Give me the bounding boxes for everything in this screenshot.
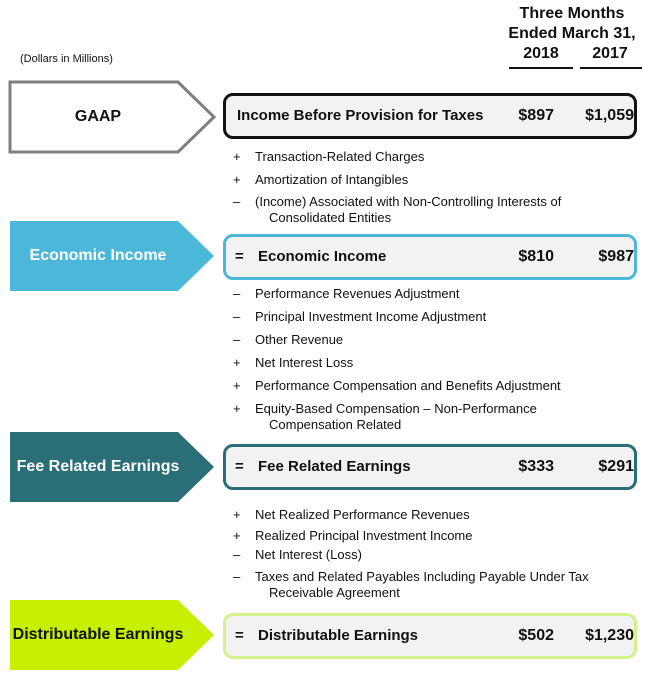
adjustment-text: Principal Investment Income Adjustment	[255, 309, 487, 324]
economic-income-value-2017: $987	[598, 248, 634, 265]
adjustment-text: Realized Principal Investment Income	[255, 528, 473, 543]
adjustment-sign: –	[233, 309, 241, 324]
adjustment-sign: –	[233, 547, 241, 562]
gaap-value-2018: $897	[518, 107, 554, 124]
equals-sign: =	[235, 458, 244, 475]
adjustment-text-continued: Compensation Related	[269, 417, 402, 432]
distributable-earnings-arrow-label: Distributable Earnings	[12, 626, 184, 643]
gaap-label: Income Before Provision for Taxes	[237, 107, 484, 124]
adjustment-item	[233, 569, 613, 601]
equals-sign: =	[235, 627, 244, 644]
adjustment-text: Net Interest Loss	[255, 355, 354, 370]
column-header-2017: 2017	[592, 45, 628, 62]
adjustment-sign: +	[233, 507, 241, 522]
gaap-value-2017: $1,059	[585, 107, 634, 124]
distributable-earnings-value-2017: $1,230	[585, 627, 634, 644]
adjustment-text: Net Realized Performance Revenues	[255, 507, 470, 522]
equals-sign: =	[235, 248, 244, 265]
adjustment-text-continued: Consolidated Entities	[269, 210, 392, 225]
column-underline-2018	[509, 67, 573, 69]
fee-related-earnings-value-2017: $291	[598, 458, 634, 475]
fee-related-earnings-arrow	[8, 430, 218, 504]
distributable-earnings-box	[223, 613, 637, 659]
fee-related-earnings-label: Fee Related Earnings	[258, 458, 411, 475]
adjustment-sign: +	[233, 355, 241, 370]
adjustment-text: Performance Revenues Adjustment	[255, 286, 460, 301]
adjustment-sign: –	[233, 332, 241, 347]
adjustment-text: Amortization of Intangibles	[255, 172, 409, 187]
distributable-earnings-arrow	[8, 598, 218, 672]
column-underline-2017	[580, 67, 642, 69]
adjustment-text: Transaction-Related Charges	[255, 149, 425, 164]
adjustment-text: Taxes and Related Payables Including Payable Under Tax	[255, 569, 589, 584]
adjustment-sign: –	[233, 286, 241, 301]
adjustment-text: Performance Compensation and Benefits Adjustment	[255, 378, 561, 393]
adjustment-text-continued: Receivable Agreement	[269, 585, 400, 600]
adjustment-sign: +	[233, 172, 241, 187]
adjustment-item	[233, 194, 613, 226]
adjustment-sign: –	[233, 569, 241, 584]
economic-income-label: Economic Income	[258, 248, 387, 265]
adjustment-sign: –	[233, 194, 241, 209]
economic-income-arrow-label: Economic Income	[29, 247, 167, 264]
adjustment-sign: +	[233, 528, 241, 543]
distributable-earnings-value-2018: $502	[518, 627, 554, 644]
column-header-line1: Three Months	[519, 5, 625, 22]
adjustment-item	[233, 401, 613, 433]
fee-related-earnings-box	[223, 444, 637, 490]
adjustment-text: Net Interest (Loss)	[255, 547, 362, 562]
adjustment-sign: +	[233, 149, 241, 164]
distributable-earnings-label: Distributable Earnings	[258, 627, 419, 644]
units-note: (Dollars in Millions)	[20, 53, 113, 65]
column-header-line2: Ended March 31,	[508, 25, 636, 42]
economic-income-value-2018: $810	[518, 248, 554, 265]
fee-related-earnings-arrow-label: Fee Related Earnings	[16, 458, 180, 475]
gaap-arrow	[8, 80, 218, 154]
adjustment-sign: +	[233, 401, 241, 416]
adjustment-text: Other Revenue	[255, 332, 344, 347]
gaap-arrow-label: GAAP	[74, 108, 122, 125]
adjustment-text: Equity-Based Compensation – Non-Performance	[255, 401, 537, 416]
adjustment-sign: +	[233, 378, 241, 393]
fee-related-earnings-value-2018: $333	[518, 458, 554, 475]
gaap-box	[223, 93, 637, 139]
economic-income-arrow	[8, 219, 218, 293]
column-header-2018: 2018	[523, 45, 559, 62]
adjustment-text: (Income) Associated with Non-Controlling Interests of	[255, 194, 562, 209]
economic-income-box	[223, 234, 637, 280]
